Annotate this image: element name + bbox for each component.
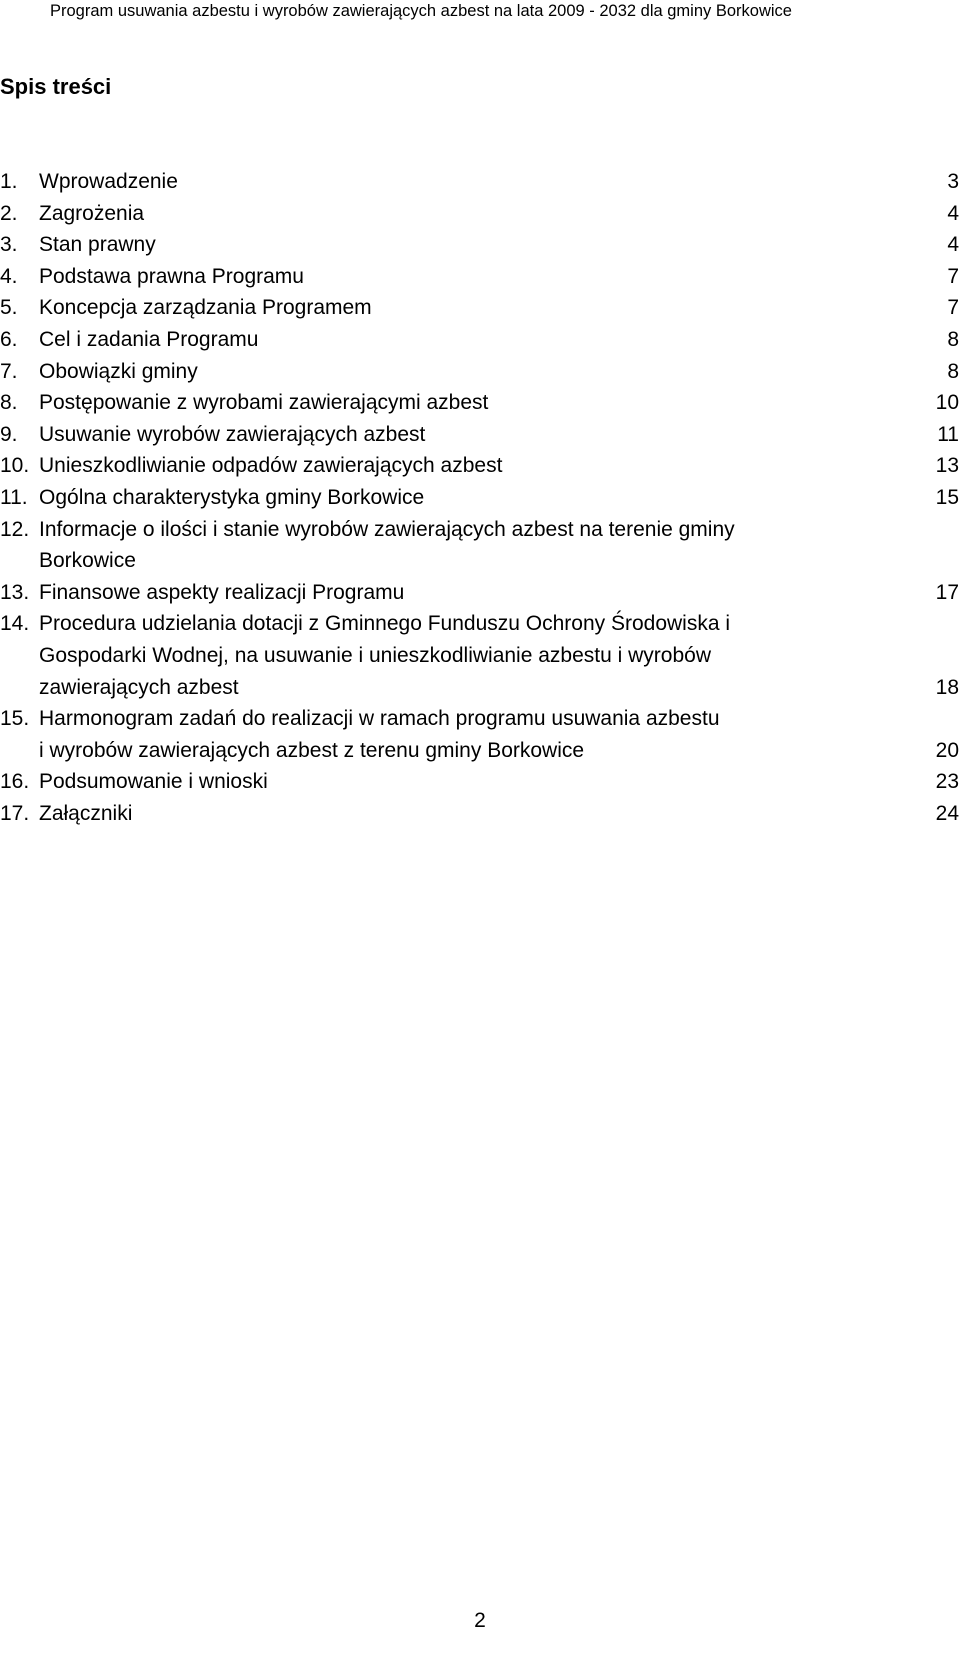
toc-entry-title: Usuwanie wyrobów zawierających azbest <box>39 422 426 446</box>
toc-entry-page: 18 <box>935 675 959 699</box>
toc-entry[interactable] <box>0 514 960 577</box>
toc-entry-page: 15 <box>935 485 959 509</box>
toc-entry-number: 7. <box>0 359 18 383</box>
toc-entry-number: 13. <box>0 580 30 604</box>
toc-entry[interactable] <box>0 608 960 703</box>
toc-entry-page: 13 <box>935 454 959 478</box>
toc-entry[interactable] <box>0 324 960 356</box>
toc-entry-number: 17. <box>0 801 30 825</box>
toc-entry[interactable] <box>0 419 960 451</box>
toc-entry-number: 14. <box>0 612 30 636</box>
toc-entry[interactable] <box>0 261 960 293</box>
toc-entry-line <box>0 577 960 609</box>
toc-entry-line <box>0 640 960 672</box>
toc-entry[interactable] <box>0 766 960 798</box>
toc-entry-number: 4. <box>0 264 18 288</box>
toc-entry[interactable] <box>0 229 960 261</box>
toc-entry-title: Gospodarki Wodnej, na usuwanie i unieszkodliwianie azbestu i wyrobów <box>39 643 711 667</box>
toc-entry-title: Stan prawny <box>39 233 156 257</box>
toc-entry-title: Podstawa prawna Programu <box>39 264 304 288</box>
toc-entry[interactable] <box>0 292 960 324</box>
toc-entry-page: 3 <box>947 170 959 193</box>
toc-entry-line <box>0 545 960 577</box>
toc-entry-line <box>0 672 960 704</box>
toc-entry-number: 9. <box>0 422 18 446</box>
toc-entry-line <box>0 482 960 514</box>
toc-entry-line <box>0 735 960 767</box>
toc-entry-line <box>0 387 960 419</box>
toc-entry-number: 8. <box>0 391 18 415</box>
toc-entry-number: 11. <box>0 485 28 509</box>
toc-entry-page: 8 <box>947 327 959 351</box>
toc-entry-line <box>0 798 960 830</box>
toc-entry-title: Procedura udzielania dotacji z Gminnego Funduszu Ochrony Środowiska i <box>39 612 731 636</box>
toc-entry-line <box>0 356 960 388</box>
toc-entry-line <box>0 229 960 261</box>
toc-entry-title: Harmonogram zadań do realizacji w ramach programu usuwania azbestu <box>39 707 720 731</box>
toc-entry[interactable] <box>0 198 960 230</box>
toc-entry-number: 15. <box>0 707 30 731</box>
toc-entry-number: 1. <box>0 170 18 193</box>
toc-heading: Spis treści <box>0 74 112 99</box>
toc-entry-number: 5. <box>0 296 18 320</box>
running-header: Program usuwania azbestu i wyrobów zawierających azbest na lata 2009 - 2032 dla gminy Borkowice <box>50 2 792 20</box>
toc-entry-number: 3. <box>0 233 18 257</box>
toc-entry-line <box>0 608 960 640</box>
toc-entry-title: Informacje o ilości i stanie wyrobów zawierających azbest na terenie gminy <box>39 517 735 541</box>
toc-entry-number: 12. <box>0 517 30 541</box>
toc-entry-page: 11 <box>937 422 959 446</box>
toc-entry-title: Ogólna charakterystyka gminy Borkowice <box>39 485 425 509</box>
toc-entry-title: Załączniki <box>39 801 133 825</box>
toc-entry-line <box>0 419 960 451</box>
toc-entry[interactable] <box>0 166 960 198</box>
page-number: 2 <box>474 1609 486 1632</box>
toc-entry-title: Obowiązki gminy <box>39 359 198 383</box>
toc-entry-title: Podsumowanie i wnioski <box>39 770 268 794</box>
toc-entry-line <box>0 166 960 198</box>
toc-entry-number: 2. <box>0 201 18 225</box>
toc-entry-number: 10. <box>0 454 30 478</box>
toc-entry-page: 20 <box>935 738 959 762</box>
toc-entry-page: 4 <box>947 233 959 257</box>
toc-entry[interactable] <box>0 577 960 609</box>
toc-entry-page: 8 <box>947 359 959 383</box>
toc-entry-title: Unieszkodliwianie odpadów zawierających azbest <box>39 454 503 478</box>
toc-entry-title: Cel i zadania Programu <box>39 327 259 351</box>
toc-entry-number: 16. <box>0 770 30 794</box>
toc-entry-title: Postępowanie z wyrobami zawierającymi azbest <box>39 391 489 415</box>
toc-entry-line <box>0 514 960 546</box>
toc-entry-line <box>0 766 960 798</box>
table-of-contents <box>0 166 960 829</box>
toc-entry[interactable] <box>0 798 960 830</box>
toc-entry-line <box>0 198 960 230</box>
toc-entry-page: 17 <box>935 580 959 604</box>
toc-entry-line <box>0 324 960 356</box>
toc-entry[interactable] <box>0 703 960 766</box>
toc-entry-title: i wyrobów zawierających azbest z terenu gminy Borkowice <box>39 738 585 762</box>
toc-entry-page: 4 <box>947 201 959 225</box>
toc-entry-title: zawierających azbest <box>39 675 239 699</box>
toc-entry-title: Wprowadzenie <box>39 170 178 193</box>
toc-entry-line <box>0 292 960 324</box>
toc-entry-page: 24 <box>935 801 959 825</box>
toc-entry-line <box>0 261 960 293</box>
toc-entry-number: 6. <box>0 327 18 351</box>
toc-entry-page: 23 <box>935 770 959 794</box>
toc-entry-line <box>0 450 960 482</box>
toc-entry[interactable] <box>0 450 960 482</box>
toc-entry-page: 7 <box>947 296 959 320</box>
toc-entry[interactable] <box>0 482 960 514</box>
toc-entry-line <box>0 703 960 735</box>
toc-entry[interactable] <box>0 356 960 388</box>
toc-entry[interactable] <box>0 387 960 419</box>
toc-entry-title: Borkowice <box>39 549 136 573</box>
toc-entry-title: Koncepcja zarządzania Programem <box>39 296 372 320</box>
toc-entry-page: 10 <box>935 391 959 415</box>
toc-entry-title: Zagrożenia <box>39 201 145 225</box>
toc-entry-page: 7 <box>947 264 959 288</box>
toc-entry-title: Finansowe aspekty realizacji Programu <box>39 580 405 604</box>
